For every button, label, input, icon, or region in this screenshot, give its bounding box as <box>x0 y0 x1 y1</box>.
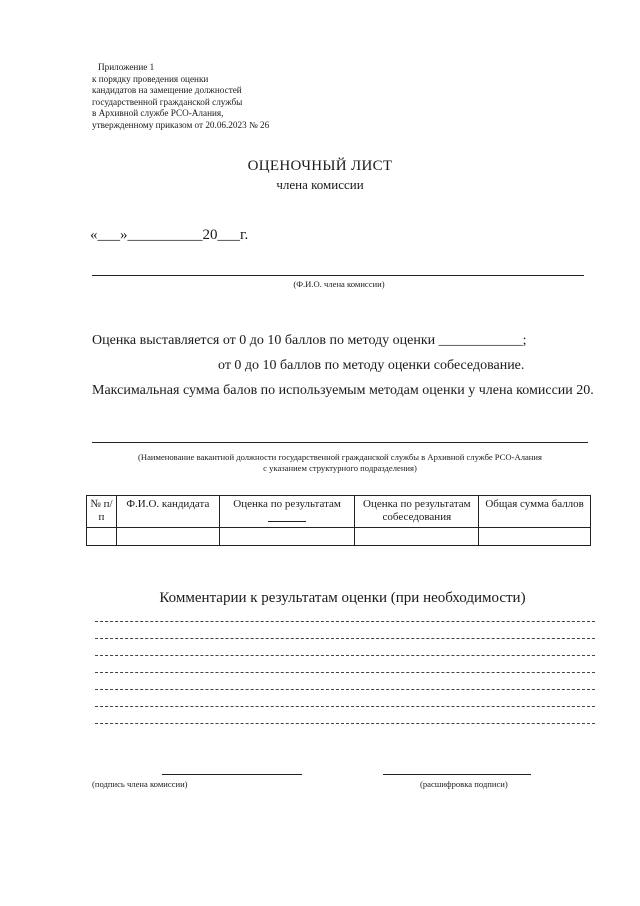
appendix-line: к порядку проведения оценки <box>92 73 209 84</box>
comments-title: Комментарии к результатам оценки (при необходимости) <box>159 590 526 606</box>
header-candidate: Ф.И.О. кандидата <box>116 496 219 528</box>
header-method-score <box>219 496 355 528</box>
appendix-line: кандидатов на замещение должностей <box>92 85 242 96</box>
comment-line <box>95 689 595 690</box>
position-underline <box>92 442 588 443</box>
comment-line <box>95 672 595 673</box>
appendix-line: утвержденному приказом от 20.06.2023 № 26 <box>92 119 270 130</box>
scoring-line-3: Максимальная сумма балов по используемым методам оценки у члена комиссии 20. <box>92 383 594 398</box>
scoring-line-1: Оценка выставляется от 0 до 10 баллов по методу оценки ____________; <box>92 333 527 348</box>
position-caption-2: с указанием структурного подразделения) <box>263 463 417 473</box>
position-caption-1: (Наименование вакантной должности государственной гражданской службы в Архивной службе РСО-Алания <box>138 452 542 462</box>
table-cell <box>355 528 479 546</box>
evaluation-table <box>86 495 591 546</box>
header-number: № п/п <box>87 496 117 528</box>
comment-line <box>95 655 595 656</box>
table-cell <box>87 528 117 546</box>
appendix-line: государственной гражданской службы <box>92 96 243 107</box>
table-header-row <box>87 496 591 528</box>
fio-caption: (Ф.И.О. члена комиссии) <box>293 279 385 289</box>
signature-underline <box>162 774 302 775</box>
table-cell <box>219 528 355 546</box>
appendix-line: в Архивной службе РСО-Алания, <box>92 108 224 119</box>
header-method-score-label: Оценка по результатам <box>233 498 341 510</box>
comment-line <box>95 706 595 707</box>
method-blank <box>268 521 306 522</box>
signature-decode-underline <box>383 774 531 775</box>
appendix-line: Приложение 1 <box>98 62 155 72</box>
document-subtitle: члена комиссии <box>276 177 364 192</box>
appendix-block <box>92 62 269 132</box>
comment-line <box>95 638 595 639</box>
table-cell <box>116 528 219 546</box>
document-title: ОЦЕНОЧНЫЙ ЛИСТ <box>247 158 393 174</box>
comment-line <box>95 621 595 622</box>
table-cell <box>479 528 591 546</box>
signature-caption: (подпись члена комиссии) <box>92 779 188 789</box>
signature-decode-caption: (расшифровка подписи) <box>420 779 508 789</box>
header-total-score: Общая сумма баллов <box>479 496 591 528</box>
header-interview-score: Оценка по результатам собеседования <box>355 496 479 528</box>
date-line: «___»__________20___г. <box>90 227 249 243</box>
scoring-line-2: от 0 до 10 баллов по методу оценки собеседование. <box>218 358 525 373</box>
table-row <box>87 528 591 546</box>
fio-underline <box>92 275 584 276</box>
comment-line <box>95 723 595 724</box>
